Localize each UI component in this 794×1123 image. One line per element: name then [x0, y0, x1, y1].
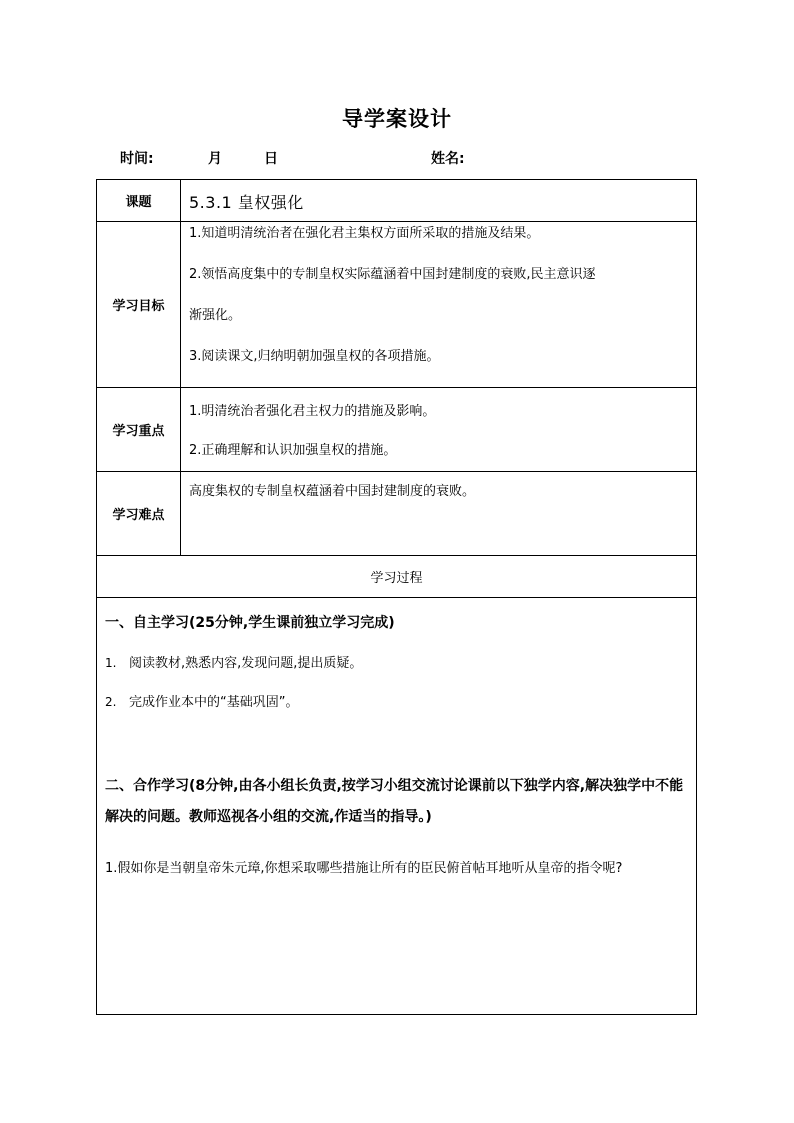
goals-cell [181, 222, 697, 388]
difficulty-cell [181, 472, 697, 556]
goals-row [97, 222, 697, 388]
cooperative-question: 1.假如你是当朝皇帝朱元璋,你想采取哪些措施让所有的臣民俯首帖耳地听从皇帝的指令呢? [105, 861, 623, 876]
key-points-cell [181, 388, 697, 472]
month-label: 月 [208, 151, 222, 167]
item-text: 完成作业本中的“基础巩固”。 [129, 695, 299, 710]
goal-item-continued: 渐强化。 [189, 308, 242, 323]
topic-cell [181, 180, 697, 222]
key-point-item: 2.正确理解和认识加强皇权的措施。 [189, 443, 397, 458]
time-label: 时间: [120, 151, 154, 167]
process-header-row [97, 556, 697, 598]
key-points-label: 学习重点 [97, 388, 181, 472]
topic-label: 课题 [97, 180, 181, 222]
process-row [97, 598, 697, 1015]
key-point-item: 1.明清统治者强化君主权力的措施及影响。 [189, 404, 436, 419]
goal-item: 3.阅读课文,归纳明朝加强皇权的各项措施。 [189, 349, 440, 364]
self-study-item [105, 691, 688, 710]
difficulty-label: 学习难点 [97, 472, 181, 556]
difficulty-row [97, 472, 697, 556]
item-number: 2. [105, 695, 117, 709]
topic-value: 5.3.1 皇权强化 [189, 193, 304, 212]
item-text: 阅读教材,熟悉内容,发现问题,提出质疑。 [129, 656, 363, 671]
goals-label: 学习目标 [97, 222, 181, 388]
key-points-row [97, 388, 697, 472]
cooperative-study-heading: 二、合作学习(8分钟,由各小组长负责,按学习小组交流讨论课前以下独学内容,解决独学中不能解决的问题。教师巡视各小组的交流,作适当的指导。) [105, 778, 684, 825]
self-study-heading: 一、自主学习(25分钟,学生课前独立学习完成) [105, 615, 395, 631]
difficulty-text: 高度集权的专制皇权蕴涵着中国封建制度的衰败。 [189, 484, 476, 499]
goal-item: 1.知道明清统治者在强化君主集权方面所采取的措施及结果。 [189, 226, 540, 241]
name-label: 姓名: [431, 151, 465, 167]
process-cell [97, 598, 697, 1015]
day-label: 日 [264, 151, 278, 167]
study-guide-table [96, 179, 697, 1015]
process-label: 学习过程 [97, 556, 697, 598]
self-study-item [105, 652, 688, 671]
item-number: 1. [105, 656, 117, 670]
topic-row [97, 180, 697, 222]
page-title: 导学案设计 [342, 107, 452, 131]
goal-item: 2.领悟高度集中的专制皇权实际蕴涵着中国封建制度的衰败,民主意识逐 [189, 267, 596, 282]
